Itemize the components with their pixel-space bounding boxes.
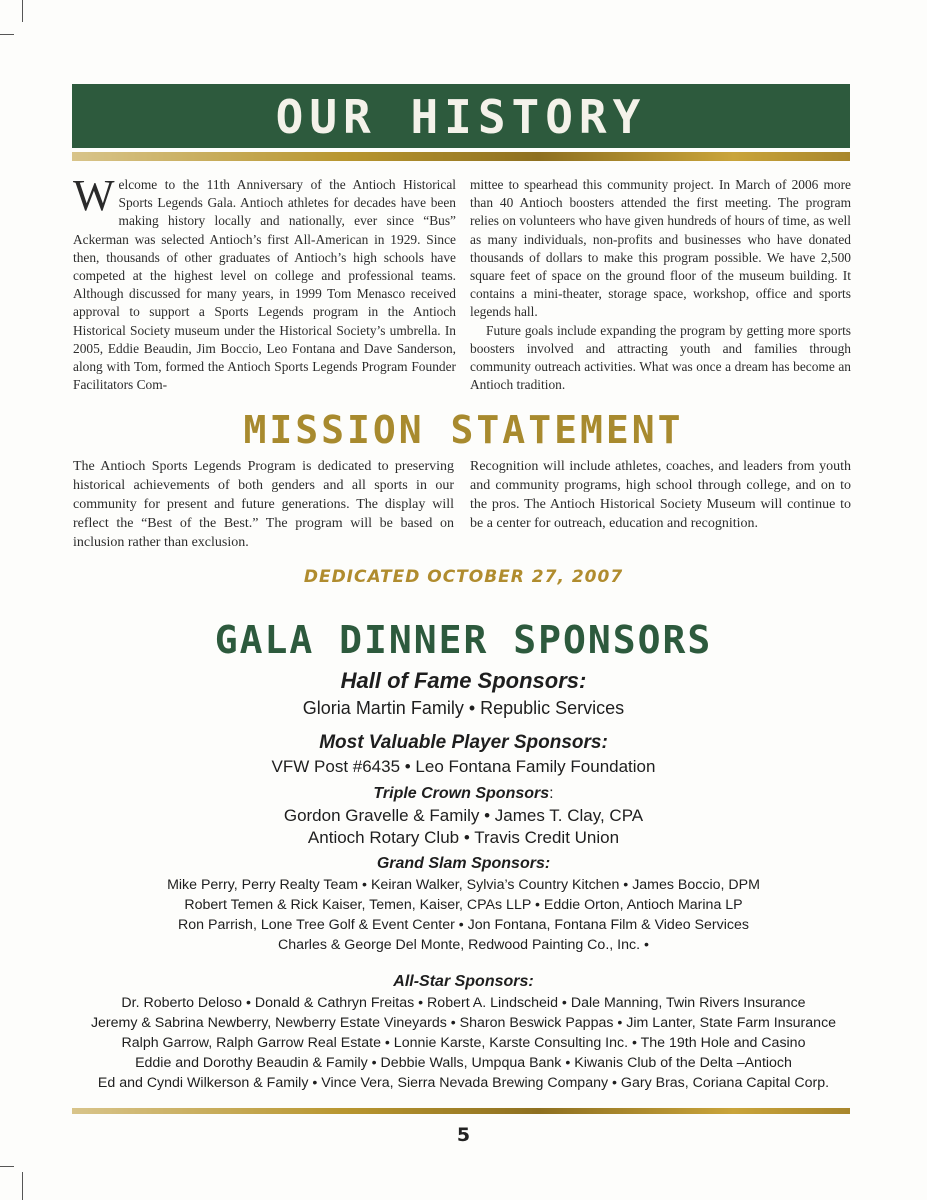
all-star-line-5: Ed and Cyndi Wilkerson & Family • Vince Vera, Sierra Nevada Brewing Company • Gary Bras, Coriana Capital Corp. — [97, 1075, 830, 1091]
history-title: OUR HISTORY — [275, 90, 647, 144]
crop-mark-top-left-h — [0, 34, 14, 35]
grand-slam-line-3: Ron Parrish, Lone Tree Golf & Event Center • Jon Fontana, Fontana Film & Video Services — [178, 917, 749, 933]
grand-slam-line-2: Robert Temen & Rick Kaiser, Temen, Kaiser, CPAs LLP • Eddie Orton, Antioch Marina LP — [184, 897, 743, 913]
dedication-date: DEDICATED OCTOBER 27, 2007 — [303, 567, 624, 587]
mission-col1-text: The Antioch Sports Legends Program is dedicated to preserving historical achievements of both genders and all sports in our community for present and future generations. The display will reflect the “Best of the Best.” The program will be based on inclusion rather than exclusion. — [73, 459, 454, 550]
crop-mark-top-left — [22, 0, 23, 22]
history-column-right — [470, 176, 851, 394]
sponsor-list — [60, 666, 867, 1093]
history-col2-paragraph-1: mittee to spearhead this community project. In March of 2006 more than 40 Antioch boosters attended the first meeting. The program relies on volunteers who have given hundreds of hours of time, as well as many individuals, non-profits and businesses who have donated thousands of dollars to make this program possible. We have 2,500 square feet of space on the ground floor of the museum building. It contains a mini-theater, storage space, workshop, office and sports legends hall. — [470, 177, 851, 320]
hall-of-fame-line-1: Gloria Martin Family • Republic Services — [302, 698, 625, 718]
grand-slam-line-4: Charles & George Del Monte, Redwood Painting Co., Inc. • — [278, 937, 649, 953]
all-star-line-4: Eddie and Dorothy Beaudin & Family • Debbie Walls, Umpqua Bank • Kiwanis Club of the Delta –Antioch — [135, 1055, 792, 1071]
crop-mark-bottom-left-h — [0, 1166, 14, 1167]
mvp-heading: Most Valuable Player Sponsors: — [319, 732, 608, 753]
history-paragraph-1 — [73, 171, 456, 394]
all-star-line-2: Jeremy & Sabrina Newberry, Newberry Estate Vineyards • Sharon Beswick Pappas • Jim Lanter, State Farm Insurance — [90, 1015, 837, 1031]
mission-col2-text: Recognition will include athletes, coaches, and leaders from youth and community programs, high school through college, and on to the pros. The Antioch Historical Society Museum will continue to be a center for outreach, education and recognition. — [470, 459, 851, 531]
triple-crown-line-1: Gordon Gravelle & Family • James T. Clay, CPA — [283, 806, 644, 825]
history-banner — [72, 84, 850, 148]
mission-title: MISSION STATEMENT — [243, 408, 684, 452]
footer-gold-rule — [72, 1108, 850, 1114]
history-col2-paragraph-2: Future goals include expanding the program by getting more sports boosters involved and attracting youth and families through community outreach activities. What was once a dream has become an Antioch tradition. — [470, 322, 851, 393]
history-column-left — [73, 171, 456, 394]
crop-mark-bottom-left — [22, 1172, 23, 1200]
gala-title: GALA DINNER SPONSORS — [214, 618, 713, 662]
all-star-line-3: Ralph Garrow, Ralph Garrow Real Estate • Lonnie Karste, Karste Consulting Inc. • The 19th Hole and Casino — [121, 1035, 806, 1051]
history-col1-text: elcome to the 11th Anniversary of the Antioch Historical Sports Legends Gala. Antioch athletes for decades have been making history locally and nationally, ever since “Bus” Ackerman was selected Antioch’s first All-American in 1929. Since then, thousands of other graduates of Antioch’s high schools have competed at the highest level on college and professional teams. Although discussed for many years, in 1999 Tom Menasco received approval to support a Sports Legends program in the Antioch Historical Society museum under the Historical Society’s umbrella. In 2005, Eddie Beaudin, Jim Boccio, Leo Fontana and Dave Sanderson, along with Tom, formed the Antioch Sports Legends Program Founder Facilitators Com- — [73, 177, 456, 393]
mission-column-left — [73, 457, 454, 552]
grand-slam-heading: Grand Slam Sponsors: — [376, 855, 551, 872]
triple-crown-heading-wrap — [60, 783, 867, 805]
history-gold-rule — [72, 152, 850, 161]
dropcap-letter: W — [73, 171, 115, 220]
mission-column-right — [470, 457, 851, 533]
all-star-line-1: Dr. Roberto Deloso • Donald & Cathryn Freitas • Robert A. Lindscheid • Dale Manning, Twin Rivers Insurance — [121, 995, 806, 1011]
hall-of-fame-heading: Hall of Fame Sponsors: — [340, 668, 587, 693]
triple-crown-line-2: Antioch Rotary Club • Travis Credit Union — [307, 828, 620, 847]
triple-crown-heading: Triple Crown Sponsors — [373, 785, 550, 802]
triple-crown-colon: : — [549, 785, 554, 802]
grand-slam-line-1: Mike Perry, Perry Realty Team • Keiran Walker, Sylvia’s Country Kitchen • James Boccio, DPM — [167, 877, 760, 893]
page-number: 5 — [456, 1124, 471, 1146]
mvp-line-1: VFW Post #6435 • Leo Fontana Family Foundation — [271, 757, 656, 776]
all-star-heading: All-Star Sponsors: — [393, 973, 534, 990]
